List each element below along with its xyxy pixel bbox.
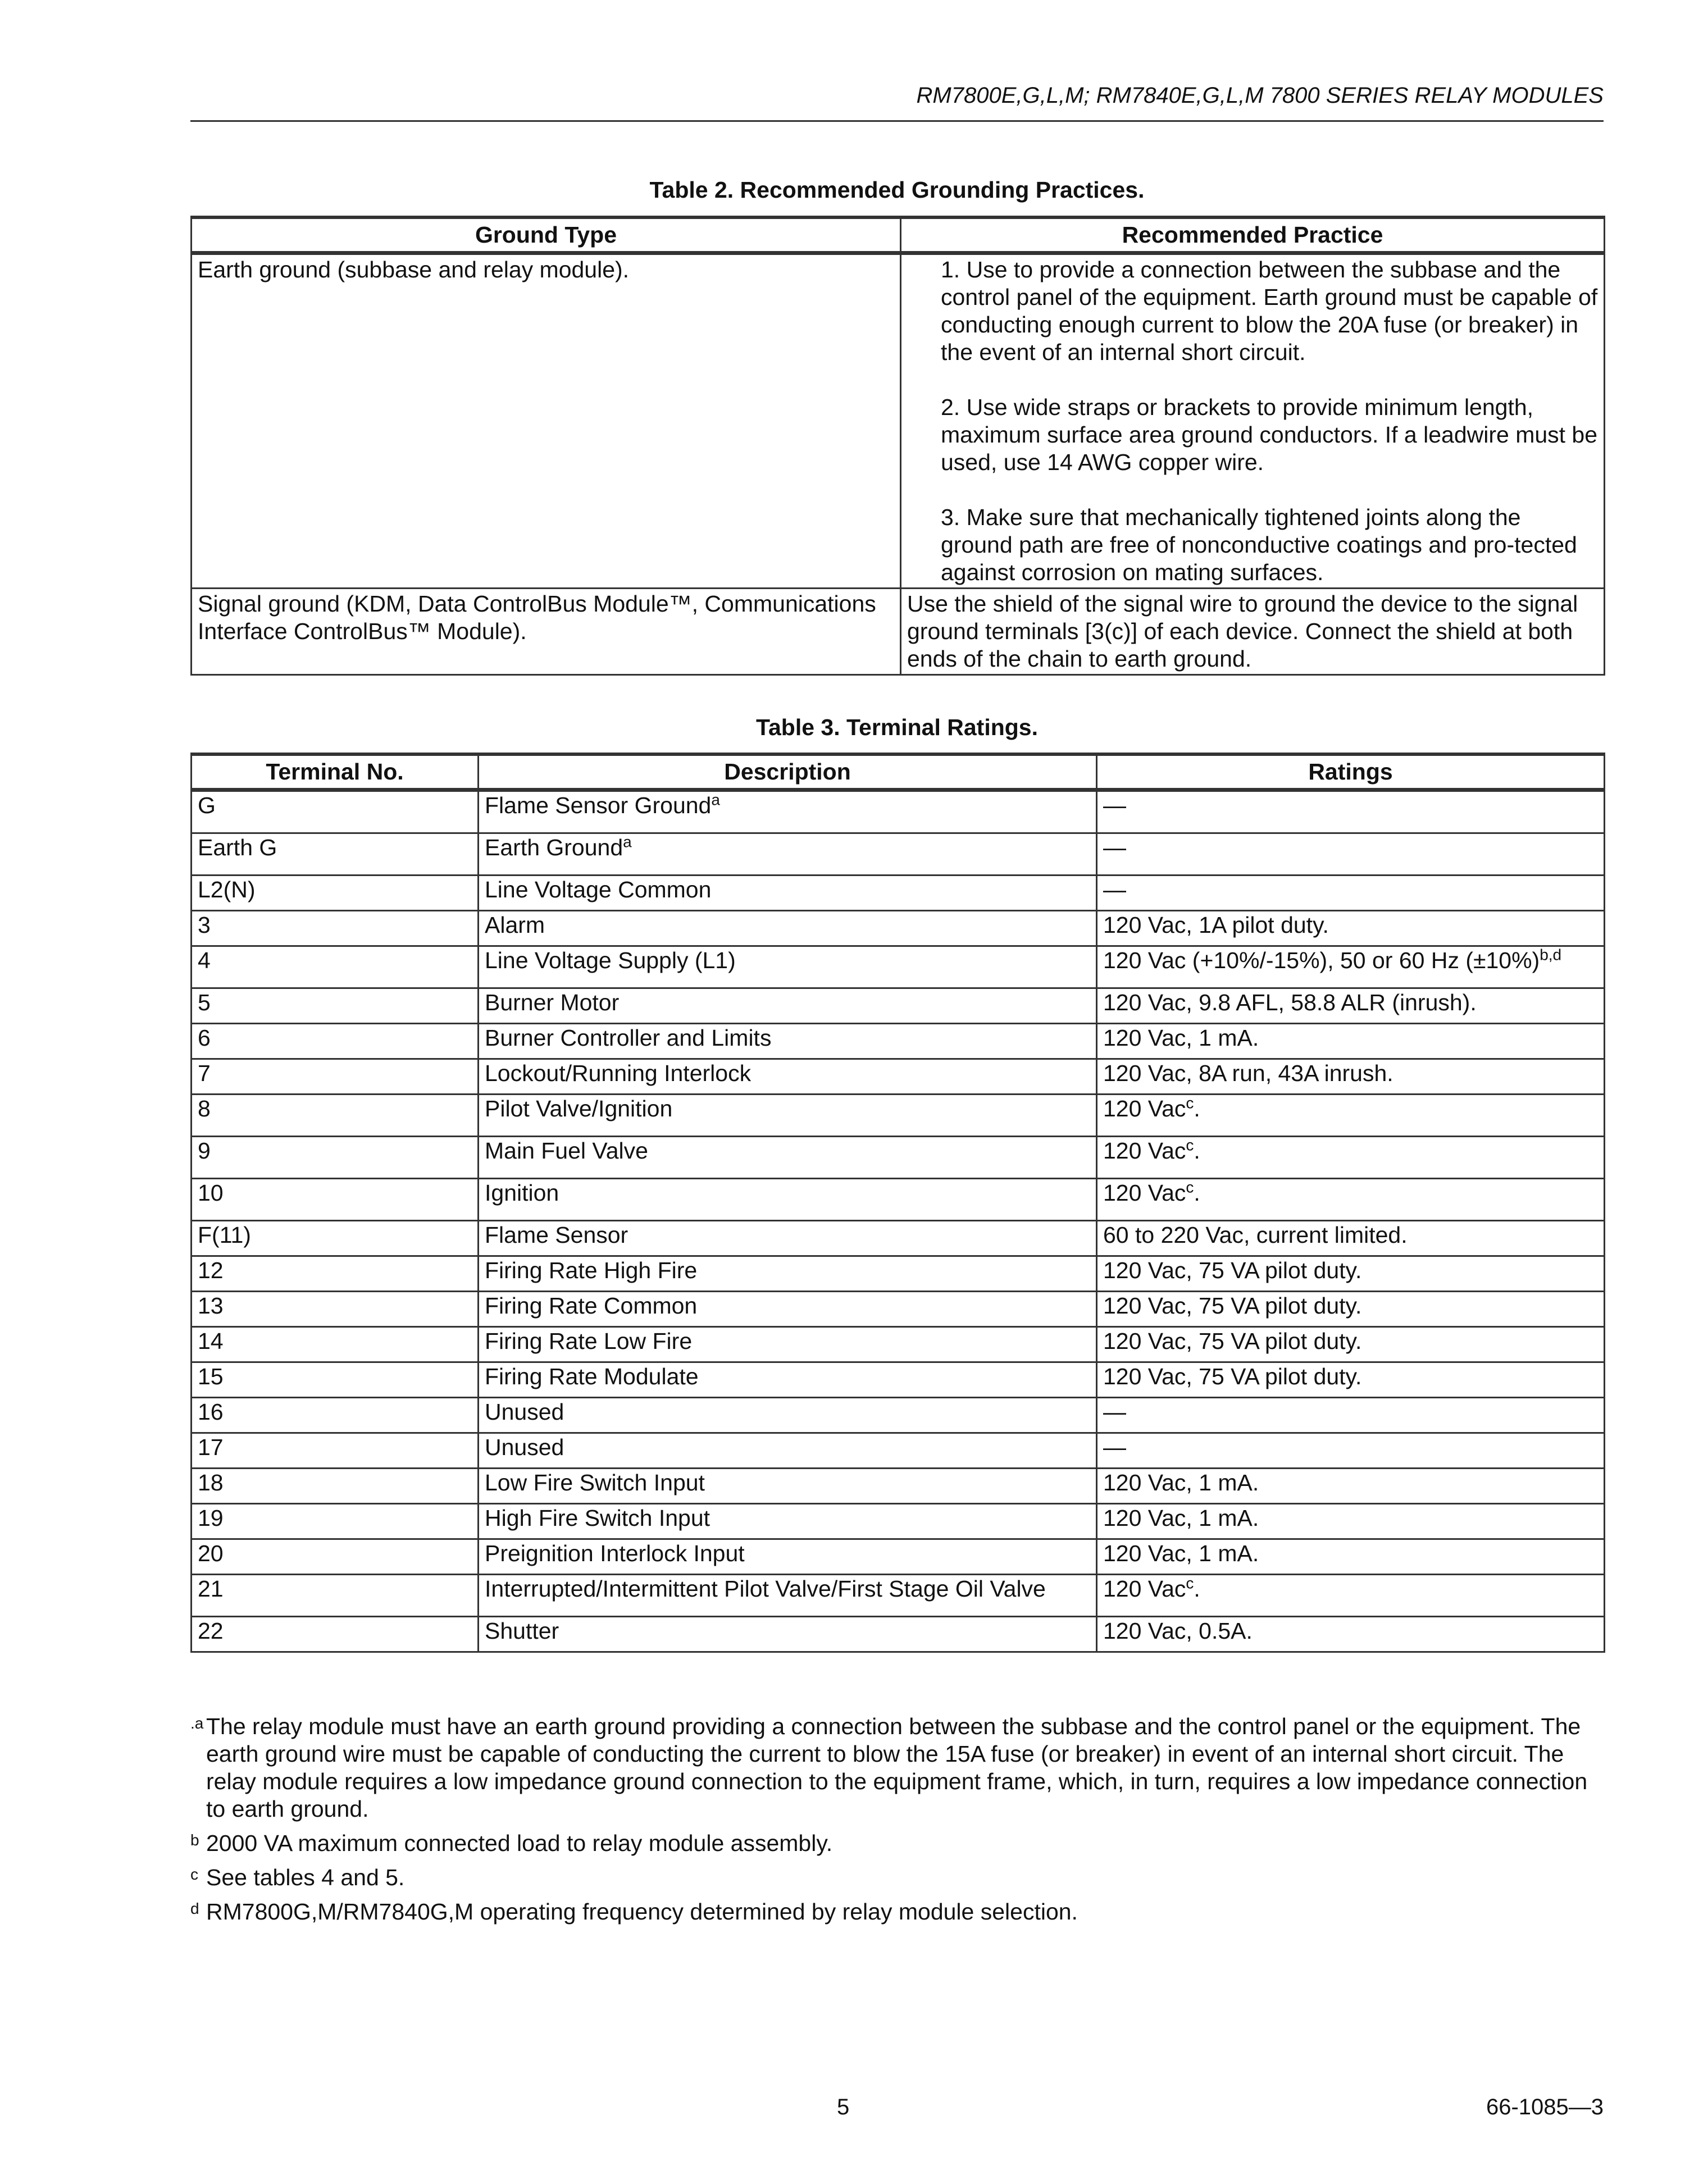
terminal-ratings-table	[190, 753, 1605, 1653]
description-cell-text: Firing Rate Common	[485, 1293, 698, 1319]
terminal-cell-text: L2(N)	[198, 877, 256, 902]
description-cell-text: Ignition	[485, 1180, 559, 1206]
terminal-cell	[192, 1469, 479, 1504]
table-row	[192, 1256, 1605, 1292]
table-row	[192, 1504, 1605, 1539]
description-cell-text: Lockout/Running Interlock	[485, 1060, 752, 1086]
description-cell-text: Firing Rate High Fire	[485, 1257, 698, 1283]
rating-cell-text: 120 Vac, 75 VA pilot duty.	[1103, 1364, 1362, 1389]
description-cell	[479, 1292, 1097, 1327]
rating-cell-text: 120 Vac	[1103, 1576, 1186, 1602]
rating-cell-text: 120 Vac	[1103, 1096, 1186, 1121]
terminal-cell-text: 10	[198, 1180, 224, 1206]
description-cell-text: Burner Controller and Limits	[485, 1025, 772, 1051]
rating-suffix: .	[1194, 1180, 1200, 1206]
terminal-cell-text: Earth G	[198, 835, 277, 860]
table-header-row	[192, 754, 1605, 790]
rating-cell-text: 120 Vac, 1 mA.	[1103, 1505, 1259, 1531]
footnote-text: The relay module must have an earth ground providing a connection between the subbase and the control panel or the equipment. The earth ground wire must be capable of conducting the current to blow the 15A fuse (or breaker) in event of an internal short circuit. The relay module requires a low impedance ground connection to the equipment frame, which, in turn, requires a low impedance connection to earth ground.	[206, 1713, 1588, 1822]
table-row	[192, 790, 1605, 833]
description-cell-text: Flame Sensor	[485, 1222, 629, 1248]
table-row	[192, 1024, 1605, 1059]
practice-cell	[901, 253, 1605, 589]
rating-cell-text: —	[1103, 835, 1126, 860]
table-row	[192, 253, 1605, 589]
rating-cell	[1097, 1137, 1605, 1179]
description-cell	[479, 1059, 1097, 1095]
description-cell	[479, 946, 1097, 988]
footnote-mark: .a	[190, 1715, 204, 1732]
terminal-cell	[192, 790, 479, 833]
terminal-cell	[192, 1059, 479, 1095]
rating-cell	[1097, 946, 1605, 988]
rating-cell	[1097, 790, 1605, 833]
description-cell-text: Unused	[485, 1399, 564, 1425]
document-number: 66-1085—3	[1486, 2095, 1604, 2119]
description-cell	[479, 1137, 1097, 1179]
footnote-ref: c	[1186, 1094, 1194, 1112]
table-row	[192, 876, 1605, 911]
description-cell-text: Main Fuel Valve	[485, 1138, 648, 1164]
rating-cell-text: 120 Vac, 75 VA pilot duty.	[1103, 1328, 1362, 1354]
terminal-cell	[192, 1575, 479, 1617]
rating-cell-text: 120 Vac, 75 VA pilot duty.	[1103, 1293, 1362, 1319]
rating-cell-text: 120 Vac, 1 mA.	[1103, 1025, 1259, 1051]
terminal-cell-text: 14	[198, 1328, 224, 1354]
description-cell	[479, 1575, 1097, 1617]
table-row	[192, 1362, 1605, 1398]
practice-cell: Use the shield of the signal wire to ground the device to the signal ground terminals [3(c)] of each device. Connect the shield at both ends of the chain to earth ground.	[901, 589, 1605, 675]
rating-cell	[1097, 833, 1605, 876]
table-row	[192, 1469, 1605, 1504]
table-row	[192, 1539, 1605, 1575]
table-header-row	[192, 217, 1605, 253]
table2-caption: Table 2. Recommended Grounding Practices.	[649, 177, 1145, 203]
table-row	[192, 1137, 1605, 1179]
description-cell-text: Pilot Valve/Ignition	[485, 1096, 673, 1121]
rating-cell-text: 120 Vac	[1103, 1180, 1186, 1206]
terminal-cell-text: 17	[198, 1434, 224, 1460]
footnote	[190, 1830, 1604, 1857]
table-row	[192, 1179, 1605, 1221]
table-row	[192, 1095, 1605, 1137]
table-row	[192, 833, 1605, 876]
table-row	[192, 1292, 1605, 1327]
description-cell	[479, 1221, 1097, 1256]
page-header	[190, 83, 1604, 122]
terminal-cell	[192, 1137, 479, 1179]
description-cell	[479, 1469, 1097, 1504]
table-row	[192, 1398, 1605, 1433]
rating-cell	[1097, 911, 1605, 946]
rating-cell-text: 120 Vac	[1103, 1138, 1186, 1164]
rating-cell	[1097, 1469, 1605, 1504]
description-cell	[479, 1504, 1097, 1539]
description-cell-text: Firing Rate Low Fire	[485, 1328, 693, 1354]
rating-cell	[1097, 1327, 1605, 1362]
rating-cell-text: 120 Vac, 1 mA.	[1103, 1540, 1259, 1566]
terminal-cell-text: 9	[198, 1138, 211, 1164]
description-cell	[479, 1095, 1097, 1137]
description-cell	[479, 1398, 1097, 1433]
footnote-mark: d	[190, 1900, 199, 1917]
rating-suffix: .	[1194, 1138, 1200, 1164]
terminal-cell-text: 3	[198, 912, 211, 938]
rating-cell-text: 120 Vac, 75 VA pilot duty.	[1103, 1257, 1362, 1283]
terminal-cell	[192, 1433, 479, 1469]
rating-cell	[1097, 1059, 1605, 1095]
terminal-cell-text: 7	[198, 1060, 211, 1086]
rating-cell-text: 120 Vac (+10%/-15%), 50 or 60 Hz (±10%)	[1103, 947, 1540, 973]
table-row	[192, 1327, 1605, 1362]
footnote-mark: b	[190, 1831, 199, 1849]
table-row	[192, 946, 1605, 988]
table-row	[192, 1221, 1605, 1256]
terminal-cell-text: 15	[198, 1364, 224, 1389]
terminal-cell-text: 12	[198, 1257, 224, 1283]
rating-cell-text: —	[1103, 877, 1126, 902]
description-cell-text: Earth Ground	[485, 835, 623, 860]
terminal-cell-text: F(11)	[198, 1222, 251, 1248]
terminal-cell-text: 18	[198, 1470, 224, 1495]
description-cell	[479, 1539, 1097, 1575]
description-cell	[479, 1617, 1097, 1652]
table-row	[192, 1059, 1605, 1095]
rating-cell	[1097, 1362, 1605, 1398]
terminal-cell	[192, 1256, 479, 1292]
terminal-cell-text: 22	[198, 1618, 224, 1644]
description-cell	[479, 1256, 1097, 1292]
description-cell-text: Burner Motor	[485, 990, 620, 1015]
table-row	[192, 589, 1605, 675]
rating-cell-text: 120 Vac, 1 mA.	[1103, 1470, 1259, 1495]
rating-cell	[1097, 1179, 1605, 1221]
rating-cell	[1097, 1539, 1605, 1575]
description-cell	[479, 988, 1097, 1024]
table-row	[192, 988, 1605, 1024]
rating-cell	[1097, 1024, 1605, 1059]
terminal-cell	[192, 833, 479, 876]
description-cell-text: Flame Sensor Ground	[485, 792, 712, 818]
description-cell	[479, 1327, 1097, 1362]
page-number: 5	[837, 2095, 850, 2119]
rating-cell	[1097, 1504, 1605, 1539]
terminal-cell	[192, 876, 479, 911]
table-row	[192, 911, 1605, 946]
rating-cell	[1097, 1433, 1605, 1469]
terminal-cell	[192, 988, 479, 1024]
rating-cell	[1097, 1256, 1605, 1292]
description-cell	[479, 1362, 1097, 1398]
description-cell	[479, 833, 1097, 876]
terminal-cell-text: 21	[198, 1576, 224, 1602]
description-cell	[479, 1179, 1097, 1221]
terminal-cell	[192, 1504, 479, 1539]
header-ratings: Ratings	[1097, 754, 1605, 790]
rating-cell	[1097, 1221, 1605, 1256]
footnote-text: 2000 VA maximum connected load to relay module assembly.	[206, 1830, 833, 1856]
rating-cell	[1097, 988, 1605, 1024]
terminal-cell	[192, 1327, 479, 1362]
table-row	[192, 1433, 1605, 1469]
description-cell-text: Preignition Interlock Input	[485, 1540, 745, 1566]
rating-suffix: .	[1194, 1096, 1200, 1121]
rating-cell	[1097, 1095, 1605, 1137]
description-cell	[479, 1024, 1097, 1059]
rating-cell	[1097, 876, 1605, 911]
rating-cell-text: —	[1103, 792, 1126, 818]
header-ground-type: Ground Type	[192, 217, 901, 253]
footnote-mark: c	[190, 1866, 198, 1883]
terminal-cell-text: 5	[198, 990, 211, 1015]
terminal-cell	[192, 1024, 479, 1059]
rating-cell	[1097, 1292, 1605, 1327]
terminal-cell	[192, 1221, 479, 1256]
description-cell-text: Unused	[485, 1434, 564, 1460]
description-cell-text: High Fire Switch Input	[485, 1505, 711, 1531]
practice-item: 3. Make sure that mechanically tightened joints along the ground path are free of nonconductive coatings and pro-tected against corrosion on mating surfaces.	[941, 504, 1577, 585]
description-cell-text: Low Fire Switch Input	[485, 1470, 705, 1495]
terminal-cell	[192, 1292, 479, 1327]
rating-cell	[1097, 1398, 1605, 1433]
terminal-cell	[192, 911, 479, 946]
description-cell	[479, 876, 1097, 911]
footnote	[190, 1898, 1604, 1926]
rating-cell	[1097, 1575, 1605, 1617]
rating-cell-text: 120 Vac, 0.5A.	[1103, 1618, 1253, 1644]
footnote-text: See tables 4 and 5.	[206, 1864, 405, 1890]
description-cell-text: Line Voltage Common	[485, 877, 712, 902]
footnote-ref: c	[1186, 1178, 1194, 1196]
ground-type-cell: Earth ground (subbase and relay module).	[192, 253, 901, 589]
rating-cell-text: 60 to 220 Vac, current limited.	[1103, 1222, 1408, 1248]
rating-cell-text: —	[1103, 1434, 1126, 1460]
footnote-ref: b,d	[1540, 946, 1562, 964]
table-row	[192, 1575, 1605, 1617]
description-cell-text: Interrupted/Intermittent Pilot Valve/First Stage Oil Valve	[485, 1576, 1046, 1602]
terminal-cell	[192, 1539, 479, 1575]
footnote-ref: a	[623, 833, 632, 851]
terminal-cell-text: 13	[198, 1293, 224, 1319]
terminal-cell-text: G	[198, 792, 216, 818]
rating-cell-text: 120 Vac, 9.8 AFL, 58.8 ALR (inrush).	[1103, 990, 1477, 1015]
footnote-text: RM7800G,M/RM7840G,M operating frequency determined by relay module selection.	[206, 1899, 1078, 1925]
footnote	[190, 1713, 1604, 1823]
terminal-cell	[192, 1095, 479, 1137]
terminal-cell	[192, 946, 479, 988]
header-terminal-no: Terminal No.	[192, 754, 479, 790]
terminal-cell-text: 16	[198, 1399, 224, 1425]
grounding-practices-table	[190, 216, 1605, 676]
ground-type-cell: Signal ground (KDM, Data ControlBus Module™, Communications Interface ControlBus™ Module).	[192, 589, 901, 675]
header-recommended-practice: Recommended Practice	[901, 217, 1605, 253]
description-cell-text: Alarm	[485, 912, 545, 938]
rating-suffix: .	[1194, 1576, 1200, 1602]
description-cell	[479, 790, 1097, 833]
rating-cell-text: —	[1103, 1399, 1126, 1425]
footnote	[190, 1864, 1604, 1891]
header-description: Description	[479, 754, 1097, 790]
terminal-cell-text: 20	[198, 1540, 224, 1566]
practice-item: 2. Use wide straps or brackets to provide minimum length, maximum surface area ground conductors. If a leadwire must be used, use 14 AWG copper wire.	[941, 394, 1598, 475]
description-cell	[479, 1433, 1097, 1469]
terminal-cell-text: 4	[198, 947, 211, 973]
description-cell-text: Firing Rate Modulate	[485, 1364, 699, 1389]
footnotes	[190, 1713, 1604, 1932]
terminal-cell-text: 6	[198, 1025, 211, 1051]
terminal-cell	[192, 1362, 479, 1398]
header-title: RM7800E,G,L,M; RM7840E,G,L,M 7800 SERIES RELAY MODULES	[916, 83, 1604, 108]
footnote-ref: c	[1186, 1574, 1194, 1592]
description-cell-text: Shutter	[485, 1618, 559, 1644]
table3-caption: Table 3. Terminal Ratings.	[756, 714, 1038, 740]
terminal-cell	[192, 1179, 479, 1221]
terminal-cell	[192, 1398, 479, 1433]
footnote-ref: c	[1186, 1136, 1194, 1154]
terminal-cell	[192, 1617, 479, 1652]
rating-cell	[1097, 1617, 1605, 1652]
description-cell	[479, 911, 1097, 946]
table-row	[192, 1617, 1605, 1652]
description-cell-text: Line Voltage Supply (L1)	[485, 947, 736, 973]
footnote-ref: a	[711, 791, 720, 809]
rating-cell-text: 120 Vac, 8A run, 43A inrush.	[1103, 1060, 1393, 1086]
practice-item: 1. Use to provide a connection between the subbase and the control panel of the equipment. Earth ground must be capable of conducting enough current to blow the 20A fuse (or breaker) in the event of an internal short circuit.	[941, 257, 1598, 365]
rating-cell-text: 120 Vac, 1A pilot duty.	[1103, 912, 1329, 938]
terminal-cell-text: 8	[198, 1096, 211, 1121]
terminal-cell-text: 19	[198, 1505, 224, 1531]
